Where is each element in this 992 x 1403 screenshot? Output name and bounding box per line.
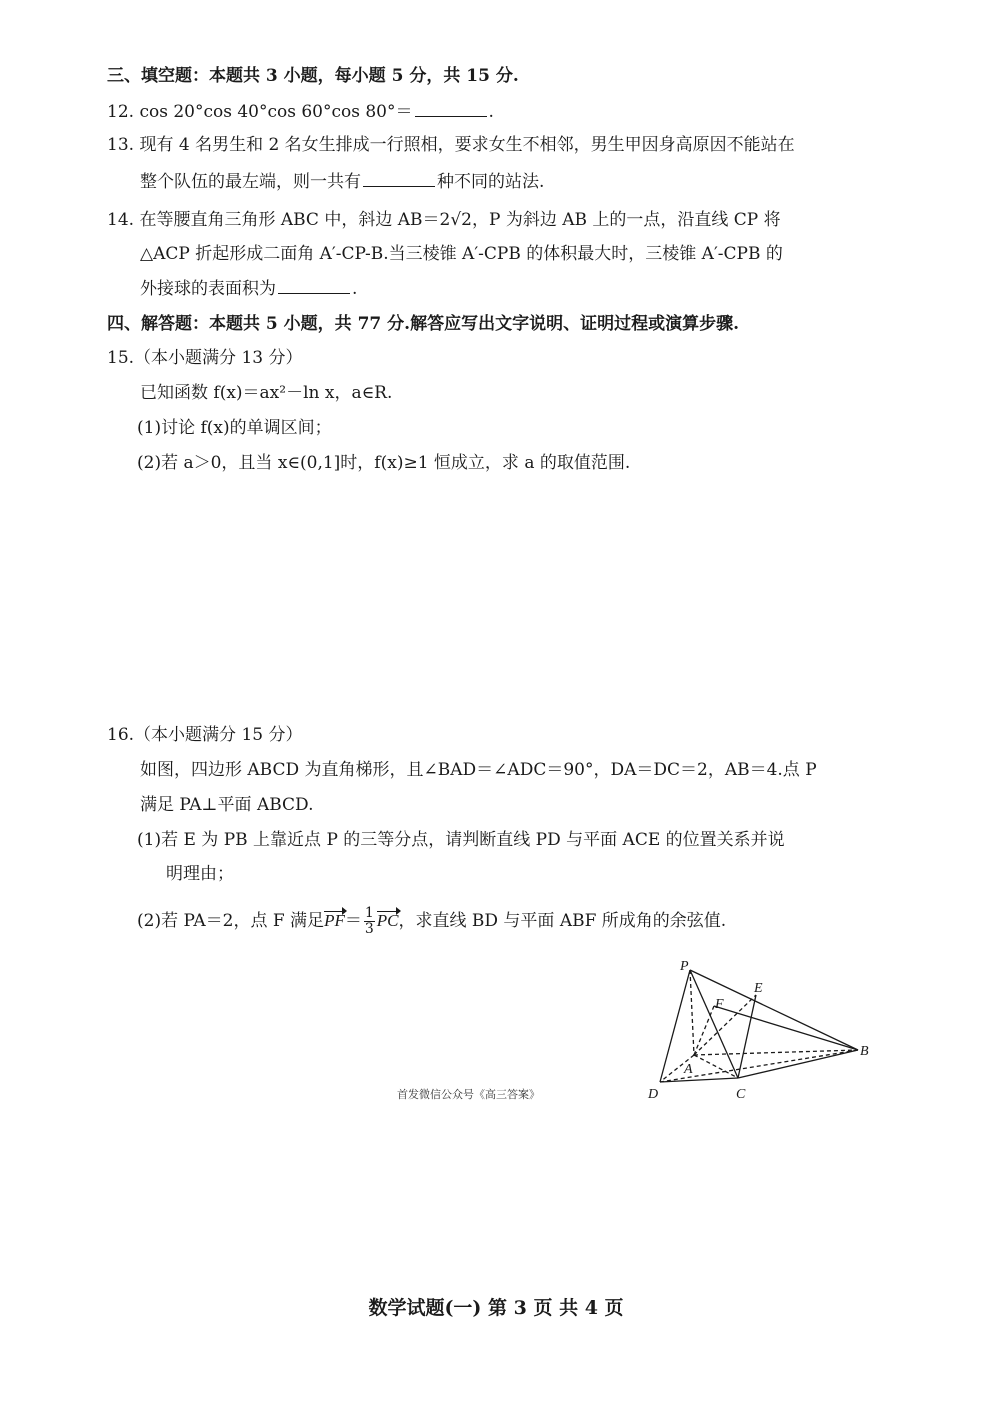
question-16-part1b: 明理由；	[166, 864, 234, 884]
question-16-header: 16.（本小题满分 15 分）	[107, 725, 303, 745]
question-14-text-a: 外接球的表面积为	[140, 279, 276, 299]
question-12	[107, 100, 494, 124]
question-16-part2-text-a: (2)若 PA＝2，点 F 满足	[137, 911, 325, 931]
label-c: C	[736, 1087, 746, 1102]
question-16-part2-text-b: ，求直线 BD 与平面 ABF 所成角的余弦值.	[398, 911, 727, 931]
fraction-one-third	[364, 906, 375, 937]
answer-blank	[415, 100, 487, 117]
vector-pf: PF	[324, 909, 345, 933]
label-d: D	[648, 1087, 659, 1102]
edge-cb	[738, 1050, 858, 1078]
question-16-stem1: 如图，四边形 ABCD 为直角梯形，且∠BAD＝∠ADC＝90°，DA＝DC＝2，AB＝4.点 P	[140, 760, 817, 780]
question-14-line1: 14. 在等腰直角三角形 ABC 中，斜边 AB＝2√2，P 为斜边 AB 上的一点，沿直线 CP 将	[107, 210, 781, 230]
question-16-part2	[137, 906, 726, 937]
segment-ae	[694, 995, 756, 1055]
equals-sign: ＝	[344, 911, 362, 931]
segment-fb	[714, 1006, 858, 1050]
question-12-text: 12. cos 20°cos 40°cos 60°cos 80°＝	[107, 102, 413, 122]
edge-dc	[660, 1078, 738, 1082]
section-3-title: 三、填空题：本题共 3 小题，每小题 5 分，共 15 分.	[107, 66, 519, 86]
question-13-line2	[140, 170, 544, 194]
pyramid-figure	[630, 950, 890, 1110]
answer-blank	[363, 170, 435, 187]
question-15-part1: (1)讨论 f(x)的单调区间；	[137, 418, 332, 438]
question-14-line2: △ACP 折起形成二面角 A′-CP-B.当三棱锥 A′-CPB 的体积最大时，三棱锥 A′-CPB 的	[140, 244, 783, 264]
edge-pa	[690, 970, 694, 1055]
segment-ec	[738, 995, 756, 1078]
question-16-part1a: (1)若 E 为 PB 上靠近点 P 的三等分点，请判断直线 PD 与平面 ACE 的位置关系并说	[137, 830, 785, 850]
fraction-denominator: 3	[364, 921, 374, 937]
fraction-numerator: 1	[364, 905, 374, 921]
question-15-stem: 已知函数 f(x)＝ax²－ln x，a∈R.	[140, 383, 393, 403]
label-f: F	[715, 997, 724, 1012]
segment-af	[694, 1006, 714, 1055]
question-13-text-a: 整个队伍的最左端，则一共有	[140, 172, 361, 192]
edge-ac	[694, 1055, 738, 1078]
question-16-stem2: 满足 PA⊥平面 ABCD.	[140, 795, 314, 815]
question-15-header: 15.（本小题满分 13 分）	[107, 348, 303, 368]
question-12-end: .	[488, 102, 494, 122]
label-b: B	[860, 1044, 869, 1059]
watermark: 首发微信公众号《高三答案》	[397, 1088, 540, 1101]
edge-pc	[690, 970, 738, 1078]
question-13-text-b: 种不同的站法.	[437, 172, 545, 192]
question-13-line1: 13. 现有 4 名男生和 2 名女生排成一行照相，要求女生不相邻，男生甲因身高原因不能站在	[107, 135, 795, 155]
section-4-title: 四、解答题：本题共 5 小题，共 77 分.解答应写出文字说明、证明过程或演算步骤.	[107, 314, 739, 334]
question-15-part2: (2)若 a＞0，且当 x∈(0,1]时，f(x)≥1 恒成立，求 a 的取值范围.	[137, 453, 631, 473]
question-14-line3	[140, 277, 357, 301]
page-footer: 数学试题(一) 第 3 页 共 4 页	[368, 1297, 624, 1319]
label-e: E	[754, 981, 763, 996]
label-a: A	[684, 1062, 693, 1077]
label-p: P	[680, 959, 689, 974]
question-14-text-b: .	[352, 279, 358, 299]
answer-blank	[278, 277, 350, 294]
vector-pc: PC	[377, 909, 399, 933]
